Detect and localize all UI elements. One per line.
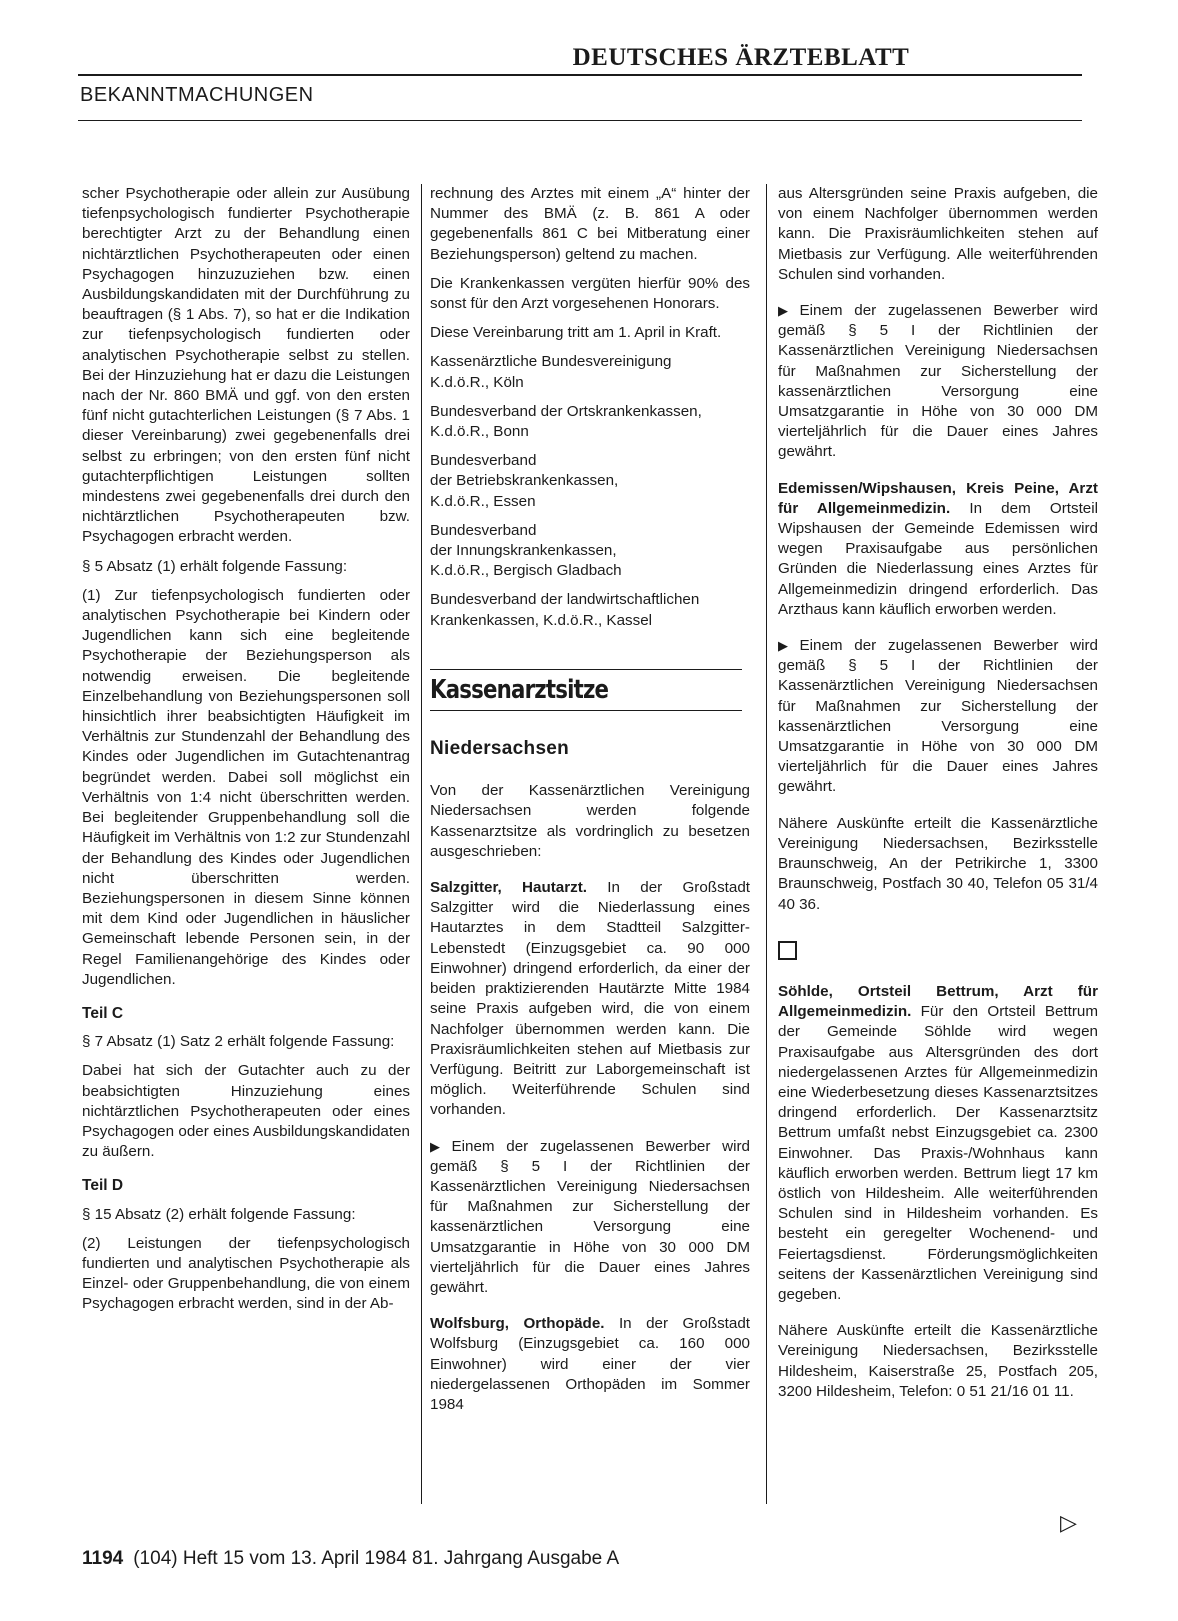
listing-entry — [430, 878, 750, 1120]
listing-heading: Söhlde, Ortsteil Bettrum, Arzt für Allgemeinmedizin. — [778, 982, 1098, 1021]
page-number: 1194 — [82, 1548, 124, 1569]
signatory-line: K.d.ö.R., Bonn — [430, 423, 529, 441]
listing-entry — [778, 479, 1098, 620]
signatory-line: Bundesverband — [430, 521, 537, 539]
right-triangle-icon: ▶ — [778, 638, 796, 654]
subheading-teil-c: Teil C — [82, 1004, 124, 1022]
issue-info: (104) Heft 15 vom 13. April 1984 81. Jahrgang Ausgabe A — [133, 1548, 620, 1569]
page-footer — [82, 1548, 619, 1570]
listing-heading: Salzgitter, Hautarzt. — [430, 879, 588, 897]
section-heading: Kassenarztsitze — [430, 674, 609, 705]
listing-text: In der Großstadt Wolfsburg (Einzugsgebiet ca. 160 000 Einwohner) wird einer der vier niedergelassenen Orthopäden im Sommer 1984 — [430, 1315, 750, 1413]
subheading-teil-d: Teil D — [82, 1177, 124, 1195]
note-text: Einem der zugelassenen Bewerber wird gemäß § 5 I der Richtlinien der Kassenärztlichen Vereinigung Niedersachsen für Maßnahmen zur Sicherstellung der kassenärztlichen Versorgung eine Umsatzgarantie in Höhe von 30 000 DM vierteljährlich für die Dauer eines Jahres gewährt. — [430, 1137, 751, 1296]
listing-entry — [778, 982, 1098, 1305]
guarantee-note — [778, 301, 1098, 463]
signatory-line: K.d.ö.R., Köln — [430, 373, 524, 391]
masthead-rule — [78, 74, 1082, 76]
signatory-line: Bundesverband — [430, 452, 537, 470]
listing-text: In der Großstadt Salzgitter wird die Niederlassung eines Hautarztes in dem Stadtteil Salzgitter-Lebenstedt (Einzugsgebiet ca. 90 000 Einwohner) dringend erforderlich, da einer der beiden praktizierenden Hautärzte Mitte 1984 seine Praxis aufgeben wird, die von einem Nachfolger übernommen werden kann. Die Praxisräumlichkeiten stehen auf Mietbasis zur Verfügung. Beitritt zur Laborgemeinschaft ist möglich. Weiterführende Schulen sind vorhanden. — [430, 879, 751, 1119]
contact-info: Nähere Auskünfte erteilt die Kassenärztliche Vereinigung Niedersachsen, Bezirksstelle Braunschweig, An der Petrikirche 1, 3300 Braunschweig, Postfach 30 40, Telefon 05 31/4 40 36. — [778, 814, 1098, 913]
signatory-line: der Innungskrankenkassen, — [430, 542, 617, 560]
paragraph: rechnung des Arztes mit einem „A“ hinter der Nummer des BMÄ (z. B. 861 A oder gegebenenfalls 861 C bei Mitberatung einer Beziehungsperson) geltend zu machen. — [430, 185, 750, 263]
listing-heading: Wolfsburg, Orthopäde. — [430, 1315, 605, 1333]
paragraph: Von der Kassenärztlichen Vereinigung Niedersachsen werden folgende Kassenarztsitze als vordringlich zu besetzen ausgeschrieben: — [430, 782, 750, 860]
listing-text: Für den Ortsteil Bettrum der Gemeinde Söhlde wird wegen Praxisaufgabe aus Altersgründen des dort niedergelassenen Arztes für Allgemeinmedizin eine Wiederbesetzung dieses Kassenarztsitzes dringend erforderlich. Der Kassenarztsitz Bettrum umfaßt nebst Einzugsgebiet ca. 2300 Einwohner. Das Praxis-/Wohnhaus kann käuflich erworben werden. Bettrum liegt 17 km östlich von Hildesheim. Alle weiterführenden Schulen sind in Hildesheim vorhanden. Es besteht ein geregelter Wochenend- und Feiertagsdienst. Förderungsmöglichkeiten seitens der Kassenärztlichen Vereinigung sind gegeben. — [778, 1003, 1098, 1303]
paragraph: scher Psychotherapie oder allein zur Ausübung tiefenpsychologisch fundierter Psychotherapie berechtigter Arzt zu der Behandlung einen nichtärztlichen Psychotherapeuten oder einen Psychagogen hinzuzuziehen bzw. einen Ausbildungskandidaten mit der Durchführung zu beauftragen (§ 1 Abs. 7), so hat er die Indikation zur tiefenpsychologisch fundierten oder analytischen Psychotherapie selbst zu stellen. Bei der Hinzuziehung hat er dazu die Leistungen nach der Nr. 860 BMÄ und ggf. von den ersten fünf nicht gutachterlichen Leistungen (§ 7 Abs. 1 dieser Vereinbarung) zwei gegebenenfalls drei selbst zu erbringen; von den ersten fünf nicht gutachterpflichtigen Leistungen sollten mindestens zwei gegebenenfalls drei durch den nichtärztlichen Psychotherapeuten bzw. Psychagogen erbracht werden. — [82, 185, 410, 546]
listing-heading: Edemissen/Wipshausen, Kreis Peine, Arzt für Allgemeinmedizin. — [778, 479, 1098, 517]
signatory-block — [430, 590, 750, 630]
signatory-block — [430, 402, 750, 442]
right-triangle-icon: ▶ — [778, 303, 796, 319]
signatory-line: der Betriebskrankenkassen, — [430, 472, 619, 490]
section-title: BEKANNTMACHUNGEN — [80, 84, 314, 106]
note-text: Einem der zugelassenen Bewerber wird gemäß § 5 I der Richtlinien der Kassenärztlichen Vereinigung Niedersachsen für Maßnahmen zur Sicherstellung der kassenärztlichen Versorgung eine Umsatzgarantie in Höhe von 30 000 DM vierteljährlich für die Dauer eines Jahres gewährt. — [778, 637, 1099, 796]
signatory-line: Kassenärztliche Bundesvereinigung — [430, 353, 672, 371]
region-heading: Niedersachsen — [430, 738, 570, 760]
listing-entry — [430, 1314, 750, 1415]
signatory-line: Bundesverband der Ortskrankenkassen, — [430, 402, 702, 420]
column-3 — [778, 184, 1098, 1411]
paragraph: § 15 Absatz (2) erhält folgende Fassung: — [82, 1205, 356, 1223]
paragraph: Diese Vereinbarung tritt am 1. April in Kraft. — [430, 324, 722, 342]
column-divider — [421, 184, 422, 1504]
section-rule — [78, 120, 1082, 121]
signatory-block — [430, 352, 750, 392]
signatory-line: Bundesverband der landwirtschaftlichen — [430, 591, 700, 609]
column-divider — [766, 184, 767, 1504]
column-1 — [82, 184, 410, 1324]
signatory-line: Krankenkassen, K.d.ö.R., Kassel — [430, 611, 653, 629]
paragraph: § 7 Absatz (1) Satz 2 erhält folgende Fassung: — [82, 1033, 395, 1051]
signatory-block — [430, 521, 750, 582]
paragraph: Die Krankenkassen vergüten hierfür 90% des sonst für den Arzt vorgesehenen Honorars. — [430, 274, 750, 313]
contact-info: Nähere Auskünfte erteilt die Kassenärztliche Vereinigung Niedersachsen, Bezirksstelle Hildesheim, Kaiserstraße 25, Postfach 205, 3200 Hildesheim, Telefon: 0 51 21/16 01 11. — [778, 1322, 1098, 1400]
guarantee-note — [430, 1137, 750, 1299]
right-triangle-icon: ▶ — [430, 1138, 448, 1154]
paragraph: aus Altersgründen seine Praxis aufgeben, die von einem Nachfolger übernommen werden kann. Die Praxisräumlichkeiten stehen auf Mietbasis zur Verfügung. Alle weiterführenden Schulen sind vorhanden. — [778, 185, 1098, 283]
masthead: DEUTSCHES ÄRZTEBLATT — [572, 44, 910, 71]
paragraph: (1) Zur tiefenpsychologisch fundierten oder analytischen Psychotherapie bei Kindern oder Jugendlichen kann sich eine begleitende Psychotherapie der Beziehungsperson als notwendig erweisen. Die begleitende Einzelbehandlung von Beziehungspersonen soll hinsichtlich ihrer beabsichtigten Häufigkeit im Verhältnis zur Stundenzahl der Behandlung des Kindes oder Jugendlichen im Gutachtenantrag begründet werden. Dabei soll möglichst ein Verhältnis von 1:4 nicht überschritten werden. Bei begleitender Gruppenbehandlung soll die Häufigkeit im Verhältnis von 1:2 zur Stundenzahl der Behandlung des Kindes oder Jugendlichen nicht überschritten werden. Beziehungspersonen in diesem Sinne können mit dem Kind oder Jugendlichen in häuslicher Gemeinschaft lebende Personen sein, in der Regel Familienangehörige des Kindes oder Jugendlichen. — [82, 586, 410, 988]
note-text: Einem der zugelassenen Bewerber wird gemäß § 5 I der Richtlinien der Kassenärztlichen Vereinigung Niedersachsen für Maßnahmen zur Sicherstellung der kassenärztlichen Versorgung eine Umsatzgarantie in Höhe von 30 000 DM vierteljährlich für die Dauer eines Jahres gewährt. — [778, 302, 1099, 461]
square-outline-icon — [778, 941, 797, 960]
listing-text: In dem Ortsteil Wipshausen der Gemeinde Edemissen wird wegen Praxisaufgabe aus persönlichen Gründen die Niederlassung eines Arztes für Allgemeinmedizin dringend erforderlich. Das Arzthaus kann käuflich erworben werden. — [778, 499, 1098, 618]
paragraph: (2) Leistungen der tiefenpsychologisch fundierten und analytischen Psychotherapie als Einzel- oder Gruppenbehandlung, die von einem Psychagogen erbracht werden, sind in der Ab- — [82, 1234, 410, 1313]
column-2 — [430, 184, 750, 1424]
signatory-line: K.d.ö.R., Bergisch Gladbach — [430, 562, 622, 580]
title-rule-top — [430, 669, 742, 670]
signatory-block — [430, 451, 750, 512]
signatory-line: K.d.ö.R., Essen — [430, 492, 536, 510]
paragraph: § 5 Absatz (1) erhält folgende Fassung: — [82, 557, 348, 575]
title-rule-bottom — [430, 710, 742, 711]
paragraph: Dabei hat sich der Gutachter auch zu der beabsichtigten Hinzuziehung eines nichtärztlichen Psychotherapeuten oder eines Psychagogen oder eines Ausbildungskandidaten zu äußern. — [82, 1062, 410, 1161]
guarantee-note — [778, 636, 1098, 798]
outline-right-triangle-icon: ▷ — [1060, 1510, 1077, 1535]
